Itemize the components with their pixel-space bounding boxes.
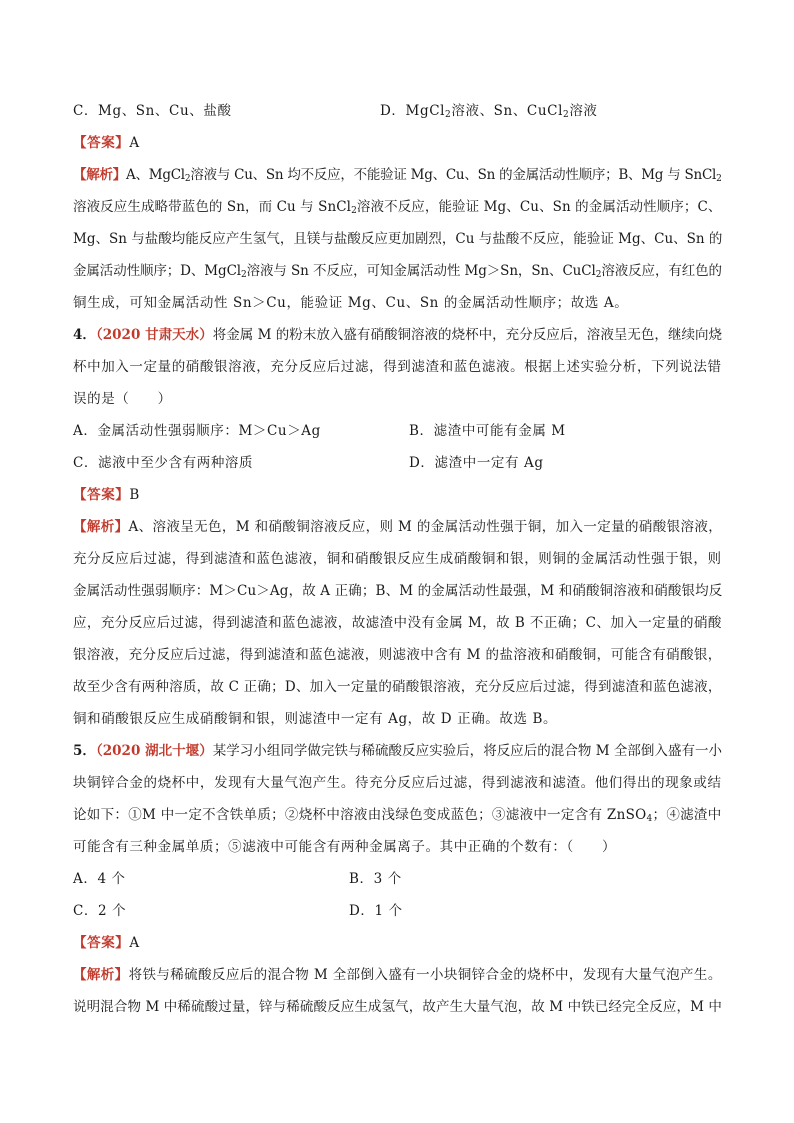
q3-option-d: D．MgCl$_2$溶液、Sn、CuCl$_2$溶液	[380, 103, 598, 120]
q3-option-c: C．Mg、Sn、Cu、盐酸	[73, 103, 232, 119]
q5-stem-line-4: 可能含有三种金属单质；⑤滤液中可能含有两种金属离子。其中正确的个数有：（ ）	[73, 839, 617, 855]
q3-analysis-line-1: 【解析】A、MgCl$_2$溶液与 Cu、Sn 均不反应，不能验证 Mg、Cu、Sn 的金属活动性顺序；B、Mg 与 SnCl$_2$	[73, 167, 722, 184]
q4-analysis-line-5: 银溶液，充分反应后过滤，得到滤渣和蓝色滤液，则滤液中含有 M 的盐溶液和硝酸铜，可能含有硝酸银，	[73, 647, 722, 663]
q4-analysis-line-7: 铜和硝酸银反应生成硝酸铜和银，则滤渣中一定有 Ag，故 D 正确。故选 B。	[73, 711, 558, 727]
q5-option-d: D．1 个	[349, 903, 403, 919]
q3-answer: 【答案】A	[73, 135, 140, 151]
q4-stem-line-2: 杯中加入一定量的硝酸银溶液，充分反应后过滤，得到滤渣和蓝色滤液。根据上述实验分析，下列说法错	[73, 359, 722, 375]
q4-analysis-line-1: 【解析】A、溶液呈无色，M 和硝酸铜溶液反应，则 M 的金属活动性强于铜，加入一定量的硝酸银溶液，	[73, 519, 723, 535]
q3-analysis-line-2: 溶液反应生成略带蓝色的 Sn，而 Cu 与 SnCl$_2$溶液不反应，能验证 Mg、Cu、Sn 的金属活动性顺序；C、	[73, 199, 722, 216]
q5-answer: 【答案】A	[73, 935, 140, 951]
q5-stem-line-1: 5．（2020 湖北十堰）某学习小组同学做完铁与稀硫酸反应实验后，将反应后的混合物 M 全部倒入盛有一小	[73, 743, 723, 759]
q4-option-a: A．金属活动性强弱顺序：M＞Cu＞Ag	[73, 423, 321, 439]
q5-option-c: C．2 个	[73, 903, 127, 919]
q4-option-d: D．滤渣中一定有 Ag	[409, 455, 544, 471]
q5-analysis-line-1: 【解析】将铁与稀硫酸反应后的混合物 M 全部倒入盛有一小块铜锌合金的烧杯中，发现有大量气泡产生。	[73, 967, 722, 983]
q5-stem-line-3: 论如下：①M 中一定不含铁单质；②烧杯中溶液由浅绿色变成蓝色；③滤液中一定含有 ZnSO$_4$；④滤渣中	[73, 807, 722, 824]
q4-stem-line-1: 4．（2020 甘肃天水）将金属 M 的粉末放入盛有硝酸铜溶液的烧杯中，充分反应后，溶液呈无色，继续向烧	[73, 327, 723, 343]
q5-option-a: A．4 个	[73, 871, 126, 887]
q5-stem-line-2: 块铜锌合金的烧杯中，发现有大量气泡产生。待充分反应后过滤，得到滤液和滤渣。他们得出的现象或结	[73, 775, 722, 791]
q3-analysis-line-3: Mg、Sn 与盐酸均能反应产生氢气，且镁与盐酸反应更加剧烈，Cu 与盐酸不反应，能验证 Mg、Cu、Sn 的	[73, 231, 723, 247]
q3-analysis-line-4: 金属活动性顺序；D、MgCl$_2$溶液与 Sn 不反应，可知金属活动性 Mg＞Sn，Sn、CuCl$_2$溶液反应，有红色的	[73, 263, 722, 280]
q4-analysis-line-4: 应，充分反应后过滤，得到滤渣和蓝色滤液，故滤渣中没有金属 M，故 B 不正确；C、加入一定量的硝酸	[73, 615, 722, 631]
q4-stem-line-3: 误的是（ ）	[73, 391, 172, 407]
q3-analysis-line-5: 铜生成，可知金属活动性 Sn＞Cu，能验证 Mg、Cu、Sn 的金属活动性顺序；故选 A。	[73, 295, 629, 311]
q4-option-b: B．滤渣中可能有金属 M	[409, 423, 566, 439]
q4-analysis-line-2: 充分反应后过滤，得到滤渣和蓝色滤液，铜和硝酸银反应生成硝酸铜和银，则铜的金属活动性强于银，则	[73, 551, 722, 567]
q4-analysis-line-6: 故至少含有两种溶质，故 C 正确；D、加入一定量的硝酸银溶液，充分反应后过滤，得到滤渣和蓝色滤液，	[73, 679, 722, 695]
q4-option-c: C．滤液中至少含有两种溶质	[73, 455, 254, 471]
q4-analysis-line-3: 金属活动性强弱顺序：M＞Cu＞Ag，故 A 正确；B、M 的金属活动性最强，M 和硝酸铜溶液和硝酸银均反	[73, 583, 723, 599]
q5-analysis-line-2: 说明混合物 M 中稀硫酸过量，锌与稀硫酸反应生成氢气，故产生大量气泡，故 M 中铁已经完全反应，M 中	[73, 999, 723, 1015]
q4-answer: 【答案】B	[73, 487, 140, 503]
q5-option-b: B．3 个	[349, 871, 402, 887]
